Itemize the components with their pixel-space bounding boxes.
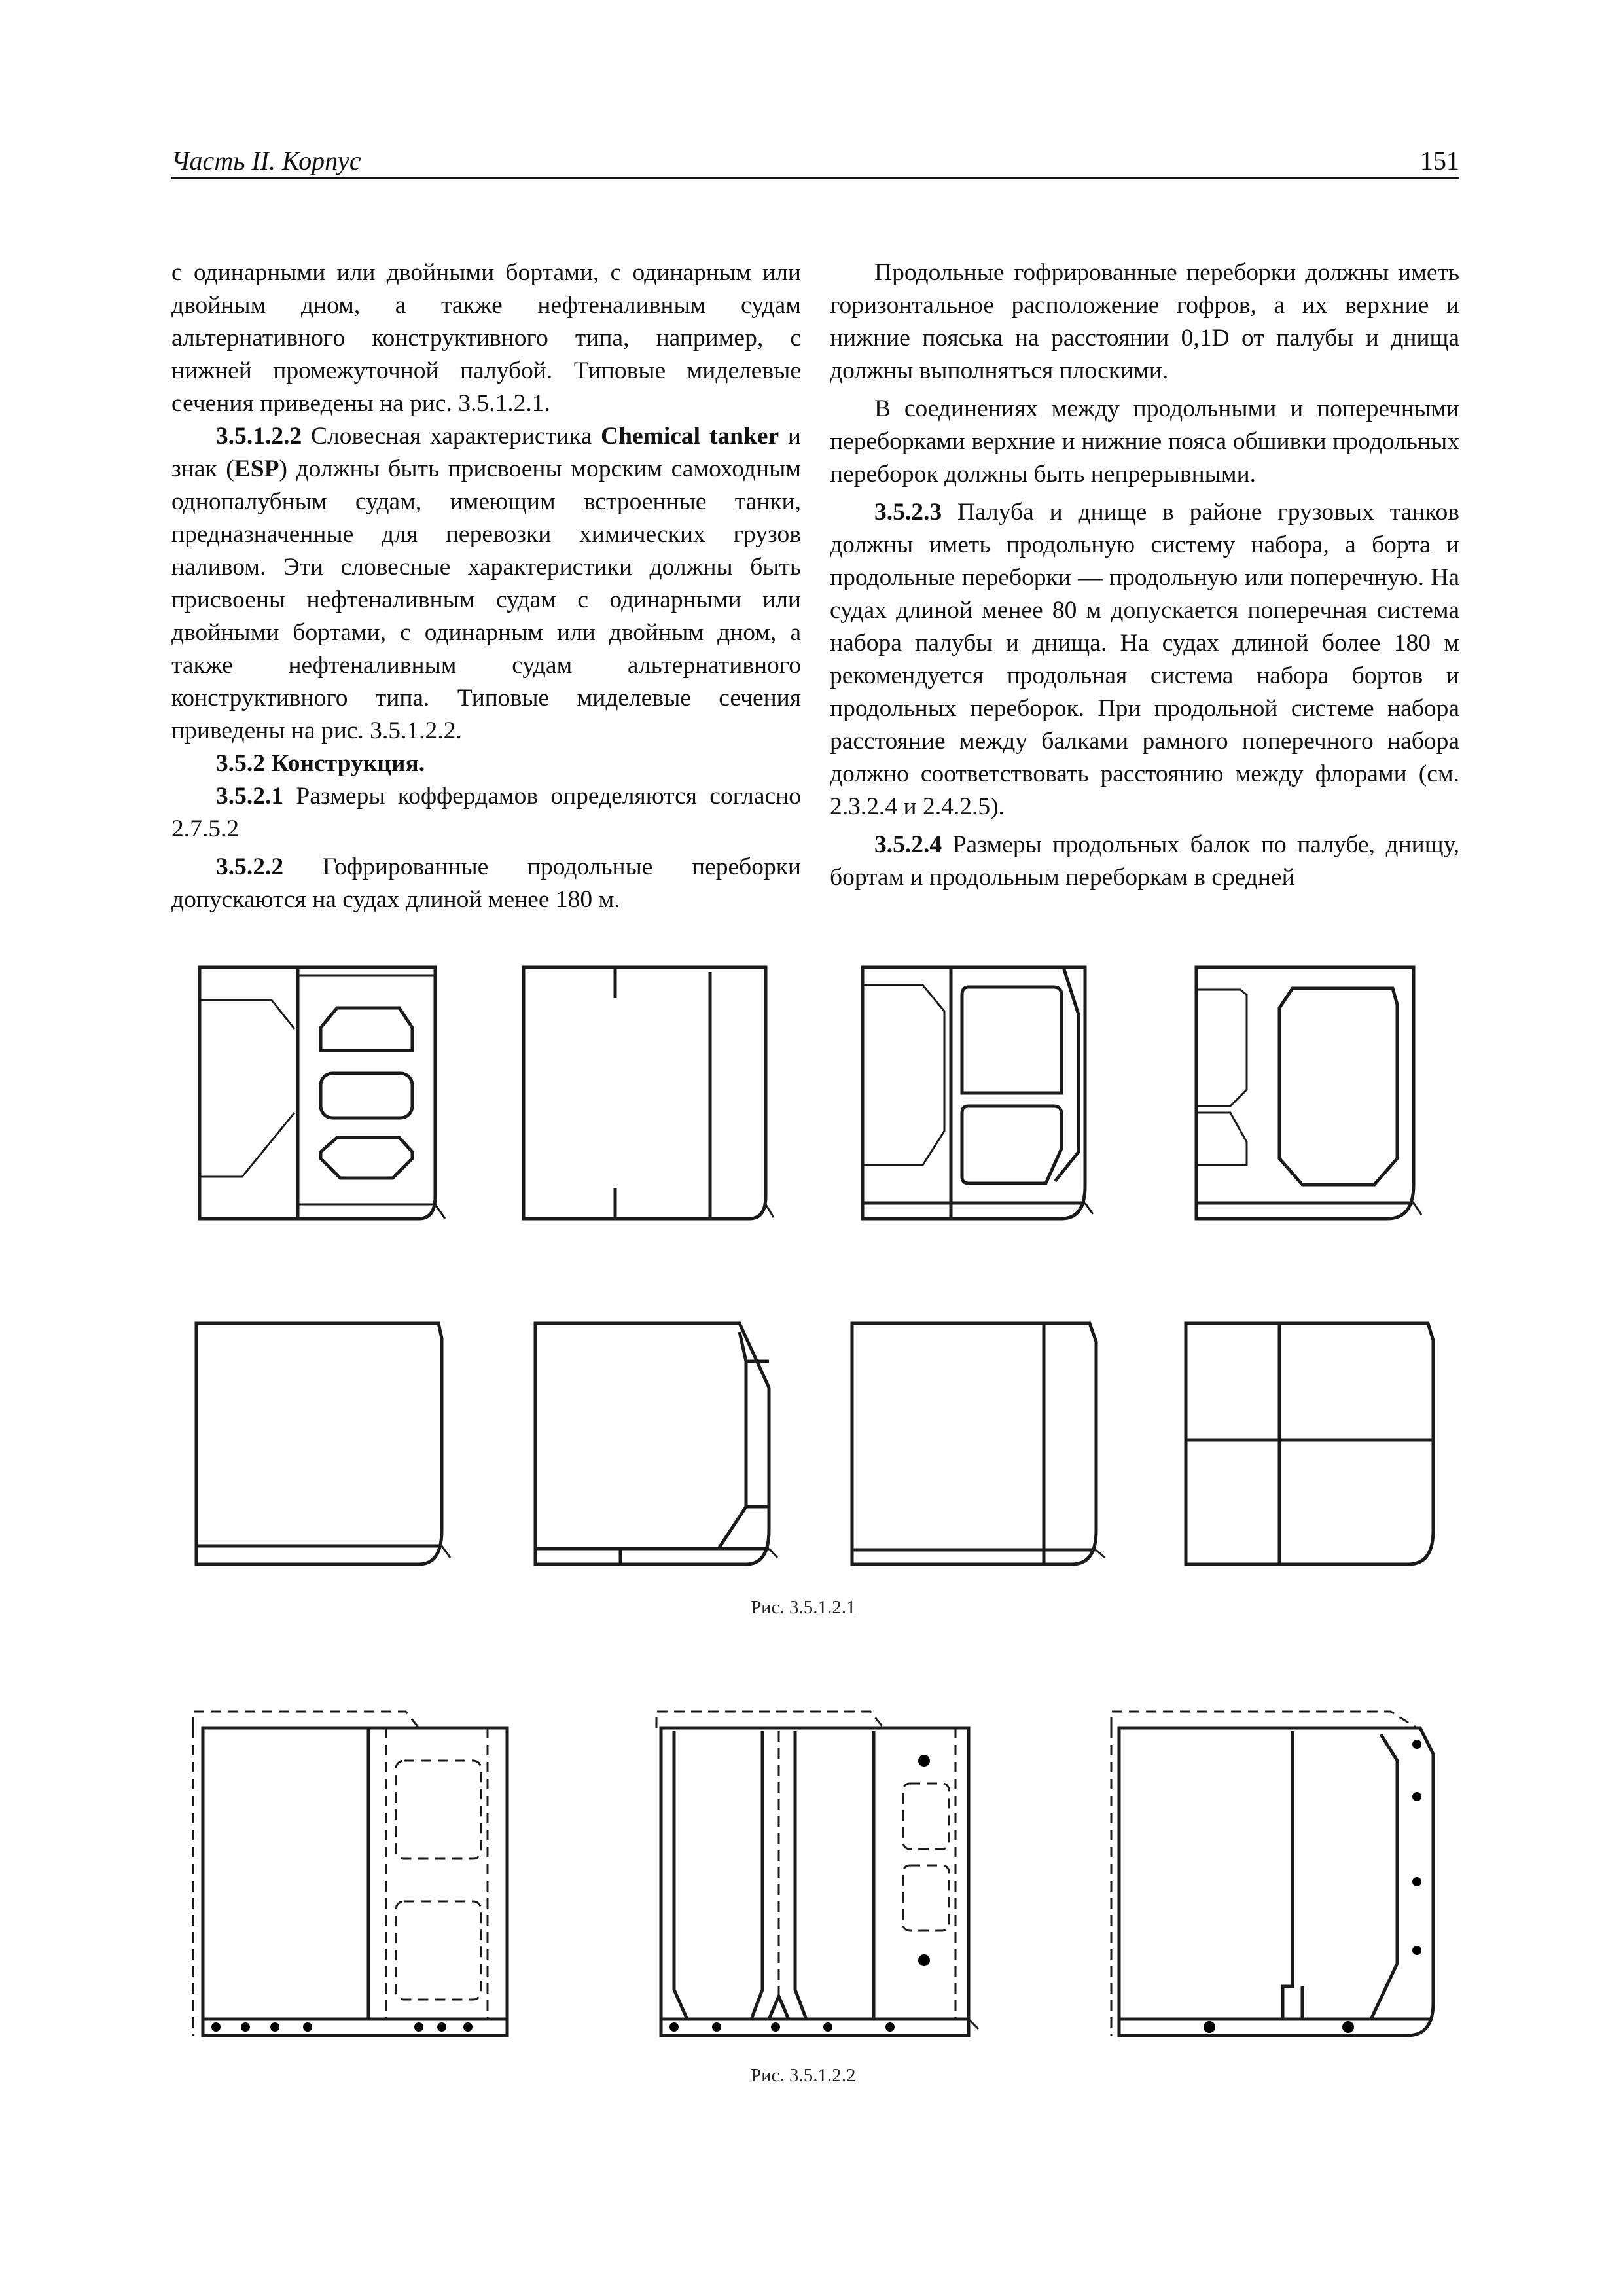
- left-paragraph-4: 3.5.2.1 Размеры коффердамов определяются согласно 2.7.5.2: [171, 783, 801, 842]
- chemical-tanker-section-1: [193, 1712, 507, 2036]
- right-paragraph-2: В соединениях между продольными и поперечными переборками верхние и нижние пояса обшивки продольных переборок должны быть непрерывными.: [830, 395, 1459, 488]
- left-paragraph-5: 3.5.2.2 Гофрированные продольные переборки допускаются на судах длиной менее 180 м.: [171, 853, 801, 913]
- section-sketch-1: [200, 967, 445, 1219]
- left-paragraph-1: с одинарными или двойными бортами, с одинарным или двойным дном, а также нефтеналивным судам альтернативного конструктивного типа, например, с нижней промежуточной палубой. Типовые миделевые сечения приведены на рис. 3.5.1.2.1.: [171, 259, 801, 417]
- section-sketch-4: [1196, 967, 1421, 1219]
- section-sketch-7: [852, 1323, 1105, 1564]
- clause-number: 3.5.1.2.2: [216, 423, 302, 450]
- left-paragraph-2: 3.5.1.2.2 Словесная характеристика Chemical tanker и знак (ESP) должны быть присвоены морским самоходным однопалубным судам, имеющим встроенные танки, предназначенные для перевозки химических грузов наливом. Эти словесные характеристики должны быть присвоены нефтеналивным судам с одинарными или двойными бортами, с одинарным или двойным дном, а также нефтеналивным судам альтернативного конструктивного типа. Типовые миделевые сечения приведены на рис. 3.5.1.2.2.: [171, 423, 801, 744]
- section-sketch-5: [196, 1323, 450, 1564]
- section-sketch-2: [524, 967, 774, 1219]
- chemical-tanker-section-2: [656, 1712, 978, 2036]
- right-paragraph-4: 3.5.2.4 Размеры продольных балок по палубе, днищу, бортам и продольным переборкам в средней: [830, 831, 1459, 891]
- figure-caption-1: Рис. 3.5.1.2.1: [751, 1597, 856, 1618]
- page-number: 151: [1420, 146, 1459, 175]
- running-header-title: Часть II. Корпус: [171, 146, 361, 175]
- section-sketch-6: [535, 1323, 777, 1564]
- right-paragraph-3: 3.5.2.3 Палуба и днище в районе грузовых танков должны иметь продольную систему набора, а борта и продольные переборки — продольную или поперечную. На судах длиной менее 80 м допускается поперечная система набора палубы и днища. На судах длиной более 180 м рекомендуется продольная система набора бортов и продольных переборок. При продольной системе набора расстояние между балками рамного поперечного набора должно соответствовать расстоянию между флорами (см. 2.3.2.4 и 2.4.2.5).: [830, 499, 1459, 820]
- figure-caption-2: Рис. 3.5.1.2.2: [751, 2065, 856, 2086]
- section-sketch-3: [863, 967, 1093, 1219]
- section-sketch-8: [1186, 1323, 1433, 1564]
- section-heading: 3.5.2 Конструкция.: [216, 750, 425, 777]
- chemical-tanker-section-3: [1111, 1712, 1433, 2036]
- right-paragraph-1: Продольные гофрированные переборки должны иметь горизонтальное расположение гофров, а их верхние и нижние пояська на расстоянии 0,1D от палубы и днища должны выполняться плоскими.: [830, 259, 1459, 384]
